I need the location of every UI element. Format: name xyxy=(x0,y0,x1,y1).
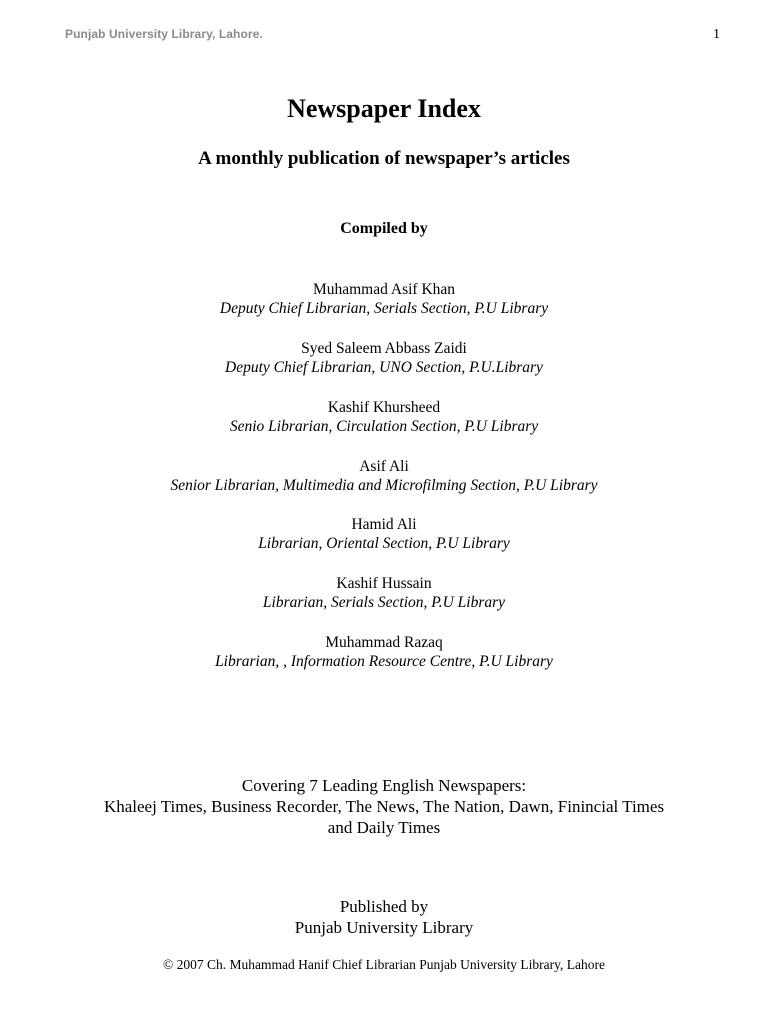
compiled-by-label: Compiled by xyxy=(340,220,428,237)
running-header: Punjab University Library, Lahore. xyxy=(65,27,263,41)
compiler-name: Hamid Ali xyxy=(351,516,417,533)
compiler-role: Deputy Chief Librarian, UNO Section, P.U.Library xyxy=(225,359,543,376)
compiler-role: Librarian, Serials Section, P.U Library xyxy=(262,594,506,611)
compiler-role: Senio Librarian, Circulation Section, P.U Library xyxy=(229,418,539,435)
document-title: Newspaper Index xyxy=(287,94,481,123)
compiler-name: Syed Saleem Abbass Zaidi xyxy=(301,340,467,357)
compiler-name: Asif Ali xyxy=(359,458,409,475)
compiler-name: Muhammad Razaq xyxy=(325,634,443,651)
coverage-line: Khaleej Times, Business Recorder, The News, The Nation, Dawn, Finincial Times xyxy=(103,797,665,816)
compiler-role: Deputy Chief Librarian, Serials Section, P.U Library xyxy=(219,300,549,317)
compiler-entry xyxy=(0,515,768,553)
compiler-entry xyxy=(0,457,768,495)
compiler-role: Librarian, Oriental Section, P.U Library xyxy=(258,535,510,552)
publisher-block xyxy=(0,896,768,938)
compiler-entry xyxy=(0,339,768,377)
page-number: 1 xyxy=(713,27,720,42)
coverage-line: Covering 7 Leading English Newspapers: xyxy=(241,776,527,795)
copyright-notice: © 2007 Ch. Muhammad Hanif Chief Librarian Punjab University Library, Lahore xyxy=(162,957,606,972)
compiler-role: Librarian, , Information Resource Centre, P.U Library xyxy=(215,653,553,670)
publisher-name: Punjab University Library xyxy=(294,918,474,937)
document-subtitle: A monthly publication of newspaper’s articles xyxy=(198,148,570,169)
published-by-label: Published by xyxy=(339,897,429,916)
compiler-entry xyxy=(0,633,768,671)
compiler-entry xyxy=(0,398,768,436)
compiler-entry xyxy=(0,574,768,612)
compiler-role: Senior Librarian, Multimedia and Microfilming Section, P.U Library xyxy=(170,477,598,494)
compiler-name: Kashif Khursheed xyxy=(327,399,441,416)
compiler-entry xyxy=(0,280,768,318)
compiler-name: Muhammad Asif Khan xyxy=(312,281,456,298)
coverage-line: and Daily Times xyxy=(327,818,441,837)
coverage-block xyxy=(0,775,768,838)
compiler-name: Kashif Hussain xyxy=(336,575,432,592)
